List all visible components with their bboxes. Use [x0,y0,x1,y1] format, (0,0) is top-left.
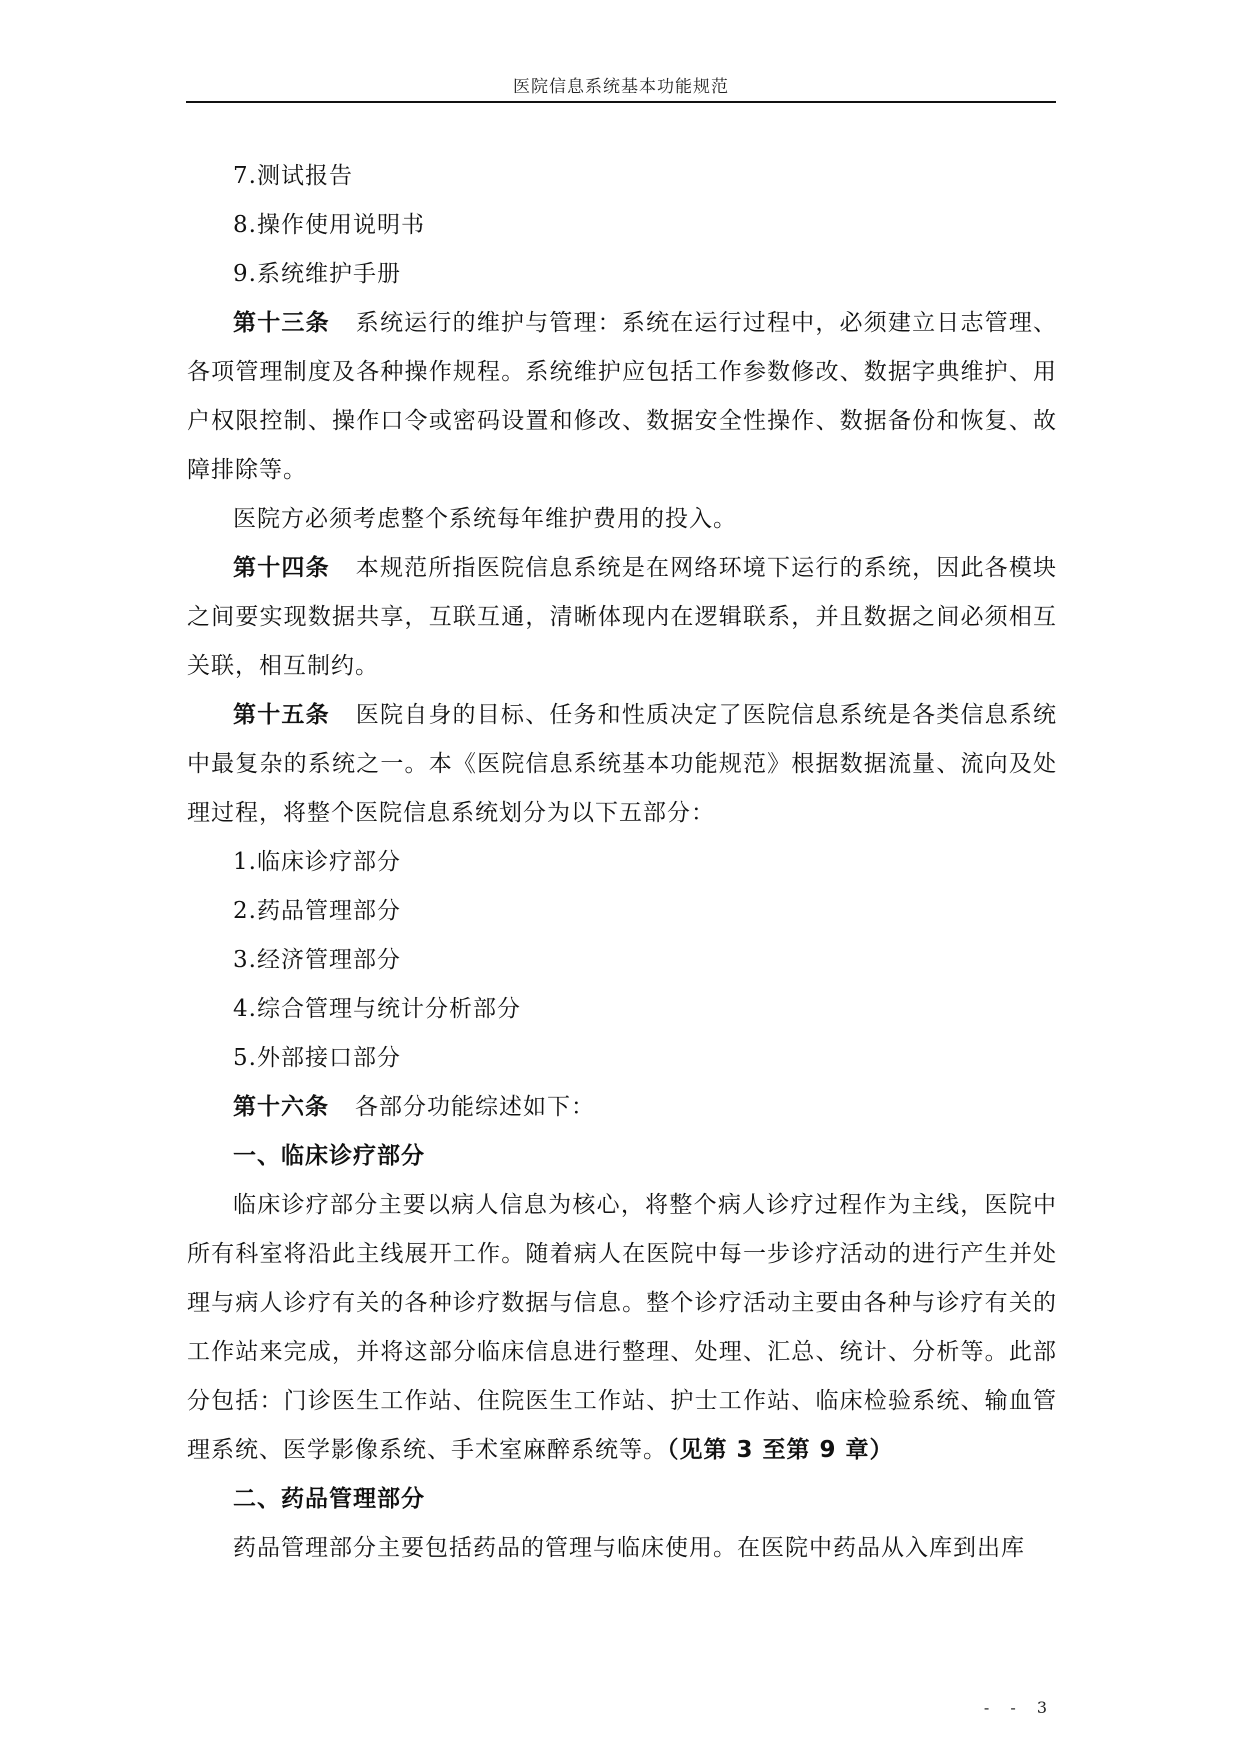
article-15 [187,691,1057,838]
article-16-label: 第十六条 [233,1094,329,1120]
section-1-text: 临床诊疗部分主要以病人信息为核心，将整个病人诊疗过程作为主线，医院中所有科室将沿此主线展开工作。随着病人在医院中每一步诊疗活动的进行产生并处理与病人诊疗有关的各种诊疗数据与信息。整个诊疗活动主要由各种与诊疗有关的工作站来完成，并将这部分临床信息进行整理、处理、汇总、统计、分析等。此部分包括：门诊医生工作站、住院医生工作站、护士工作站、临床检验系统、输血管理系统、医学影像系统、手术室麻醉系统等。 [187,1192,1057,1463]
list-item: 5.外部接口部分 [233,1045,401,1071]
section-2-text: 药品管理部分主要包括药品的管理与临床使用。在医院中药品从入库到出库 [233,1535,1025,1561]
article-15-label: 第十五条 [233,702,330,728]
article-13-text: 系统运行的维护与管理：系统在运行过程中，必须建立日志管理、各项管理制度及各种操作规程。系统维护应包括工作参数修改、数据字典维护、用户权限控制、操作口令或密码设置和修改、数据安全性操作、数据备份和恢复、故障排除等。 [187,310,1057,483]
paragraph-cost: 医院方必须考虑整个系统每年维护费用的投入。 [233,506,737,532]
section-1-title: 一、临床诊疗部分 [233,1143,425,1169]
article-16-text: 各部分功能综述如下： [355,1094,595,1120]
list-item: 3.经济管理部分 [233,947,401,973]
page-number: - - 3 [983,1698,1055,1717]
list-item: 7.测试报告 [233,163,353,189]
section-1-body [187,1181,1057,1475]
list-item: 2.药品管理部分 [233,898,401,924]
page-header-title: 医院信息系统基本功能规范 [513,77,729,97]
document-body [187,152,1057,1573]
list-item: 9.系统维护手册 [233,261,401,287]
list-item: 1.临床诊疗部分 [233,849,401,875]
article-16 [187,1083,1057,1132]
article-14-label: 第十四条 [233,555,330,581]
list-item: 4.综合管理与统计分析部分 [233,996,521,1022]
article-15-text: 医院自身的目标、任务和性质决定了医院信息系统是各类信息系统中最复杂的系统之一。本《医院信息系统基本功能规范》根据数据流量、流向及处理过程，将整个医院信息系统划分为以下五部分： [187,702,1057,826]
article-14-text: 本规范所指医院信息系统是在网络环境下运行的系统，因此各模块之间要实现数据共享，互联互通，清晰体现内在逻辑联系，并且数据之间必须相互关联，相互制约。 [187,555,1057,679]
section-2-title: 二、药品管理部分 [233,1486,425,1512]
section-1-reference: （见第 3 至第 9 章） [667,1437,894,1463]
article-13-label: 第十三条 [233,310,330,336]
list-item: 8.操作使用说明书 [233,212,425,238]
article-13 [187,299,1057,495]
article-14 [187,544,1057,691]
header-rule [186,101,1056,103]
